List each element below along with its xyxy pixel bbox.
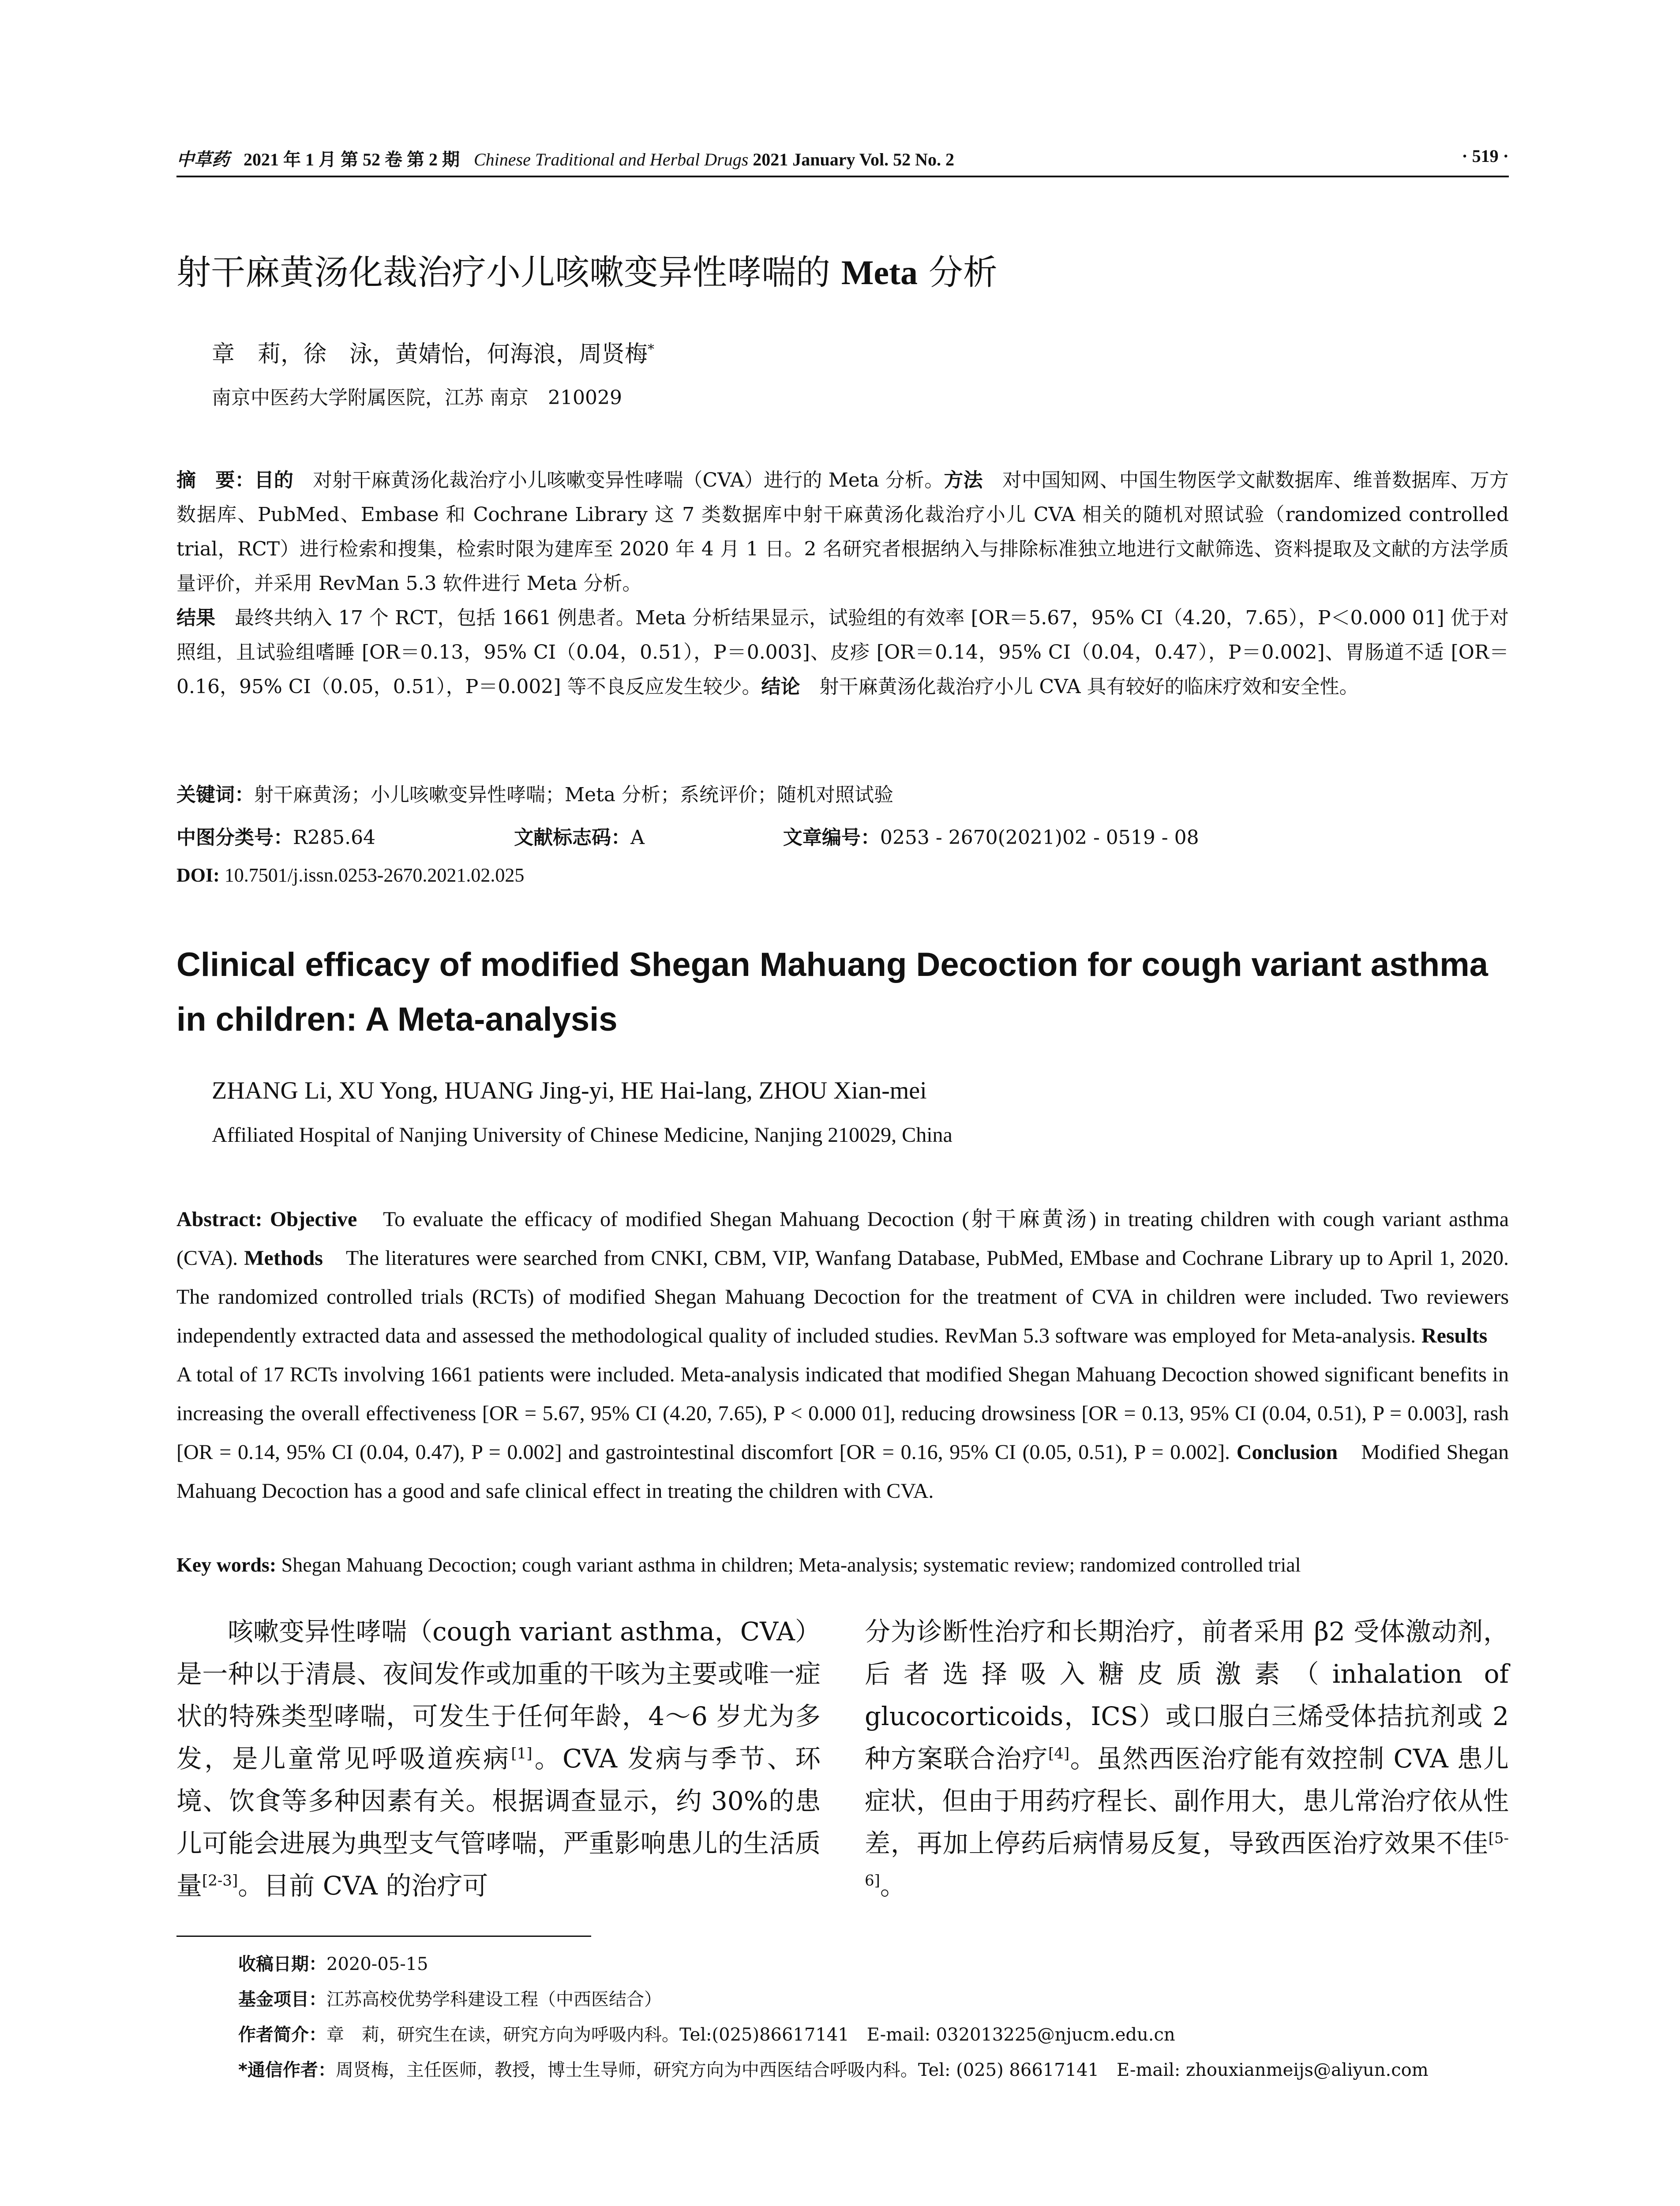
journal-name-en: Chinese Traditional and Herbal Drugs: [474, 150, 749, 169]
title-cn-meta: Meta: [841, 253, 918, 292]
fund-label: 基金项目：: [238, 1989, 326, 2010]
abstract-cn-objective: 对射干麻黄汤化裁治疗小儿咳嗽变异性哮喘（CVA）进行的 Meta 分析。: [293, 469, 944, 491]
abstract-cn-conclusion-label: 结论: [761, 675, 800, 698]
footnote-author: [238, 2021, 1175, 2046]
authors-en: ZHANG Li, XU Yong, HUANG Jing-yi, HE Hai-lang, ZHOU Xian-mei: [212, 1077, 927, 1104]
fund-value: 江苏高校优势学科建设工程（中西医结合）: [326, 1989, 662, 2010]
citation-ref-2-3[interactable]: [2-3]: [202, 1872, 238, 1890]
issue-date-en: 2021 January Vol. 52 No. 2: [753, 150, 955, 169]
keywords-cn-label: 关键词：: [176, 784, 254, 806]
affiliation-cn: 南京中医药大学附属医院，江苏 南京 210029: [212, 386, 622, 409]
article-no-value: 0253 - 2670(2021)02 - 0519 - 08: [880, 826, 1199, 849]
abstract-en-methods-label: Methods: [244, 1246, 323, 1270]
abstract-en-conclusion: Modified Shegan Mahuang Decoction has a good and safe clinical effect in treating the children with CVA.: [176, 1441, 1509, 1503]
header-rule: [176, 176, 1509, 177]
abstract-cn-methods: 对中国知网、中国生物医学文献数据库、维普数据库、万方数据库、PubMed、Embase 和 Cochrane Library 这 7 类数据库中射干麻黄汤化裁治疗小儿 CVA 相关的随机对照试验（randomized controlled trial，RCT）进行检索和搜集，检索时限为建库至 2020 年 4 月 1 日。2 名研究者根据纳入与排除标准独立地进行文献筛选、资料提取及文献的方法学质量评价，并采用 RevMan 5.3 软件进行 Meta 分析。: [176, 469, 1509, 595]
title-cn-tail: 分析: [928, 253, 998, 293]
doi-label: DOI:: [176, 864, 220, 886]
clc-label: 中图分类号：: [176, 826, 293, 849]
abstract-en-methods: The literatures were searched from CNKI, CBM, VIP, Wanfang Database, PubMed, EMbase and Cochrane Library up to April 1, 2020. The randomized controlled trials (RCTs) of modified Shegan Mahuang Decoction for the treatment of CVA in children were included. Two reviewers independently extracted data and assessed the methodological quality of included studies. RevMan 5.3 software was employed for Meta-analysis.: [176, 1246, 1509, 1347]
running-header: [176, 146, 1509, 173]
doc-code-value: A: [630, 826, 645, 849]
keywords-en-label: Key words:: [176, 1553, 277, 1576]
keywords-en: [176, 1553, 1509, 1576]
issue-date-cn: 2021 年 1 月 第 52 卷 第 2 期: [244, 150, 460, 169]
abstract-en-label: Abstract: Objective: [176, 1208, 357, 1231]
footnote-rule: [176, 1936, 591, 1937]
corresponding-label: *通信作者：: [238, 2060, 336, 2080]
keywords-cn: [176, 779, 893, 807]
affiliation-en: Affiliated Hospital of Nanjing University of Chinese Medicine, Nanjing 210029, China: [212, 1123, 952, 1147]
citation-ref-1[interactable]: [1]: [511, 1745, 532, 1763]
abstract-cn-conclusion: 射干麻黄汤化裁治疗小儿 CVA 具有较好的临床疗效和安全性。: [800, 675, 1359, 698]
keywords-en-text: Shegan Mahuang Decoction; cough variant asthma in children; Meta-analysis; systematic review; randomized controlled trial: [276, 1553, 1301, 1576]
abstract-en-results-label: Results: [1421, 1324, 1488, 1347]
abstract-cn-methods-label: 方法: [944, 469, 983, 491]
abstract-en-conclusion-label: Conclusion: [1236, 1441, 1338, 1464]
body-column-left: [176, 1610, 821, 1907]
citation-ref-5-6[interactable]: [5-6]: [865, 1829, 1509, 1890]
title-en: Clinical efficacy of modified Shegan Mahuang Decoction for cough variant asthma in children: A Meta-analysis: [176, 946, 1488, 1038]
body-column-right: [865, 1610, 1509, 1907]
classification-line: [176, 822, 1331, 850]
journal-name-cn: 中草药: [176, 150, 229, 169]
abstract-en-objective: To evaluate the efficacy of modified Shegan Mahuang Decoction (射干麻黄汤) in treating children with cough variant asthma (CVA).: [176, 1208, 1509, 1270]
footnote-received: [238, 1950, 428, 1975]
footnote-corresponding: [238, 2056, 1429, 2081]
body-right-text-3: 。: [880, 1871, 906, 1901]
author-label: 作者简介：: [238, 2025, 326, 2045]
abstract-en: [176, 1200, 1509, 1511]
body-left-text-1: 咳嗽变异性哮喘（cough variant asthma，CVA）是一种以于清晨、夜间发作或加重的干咳为主要或唯一症状的特殊类型哮喘，可发生于任何年龄，4～6 岁尤为多发，是儿童常见呼吸道疾病: [176, 1617, 821, 1774]
body-right-text-1: 分为诊断性治疗和长期治疗，前者采用 β2 受体激动剂，后者选择吸入糖皮质激素（inhalation of glucocorticoids，ICS）或口服白三烯受体拮抗剂或 2 种方案联合治疗: [865, 1617, 1509, 1774]
abstract-en-results: A total of 17 RCTs involving 1661 patients were included. Meta-analysis indicated that modified Shegan Mahuang Decoction showed significant benefits in increasing the overall effectiveness [OR = 5.67, 95% CI (4.20, 7.65), P < 0.000 01], reducing drowsiness [OR = 0.13, 95% CI (0.04, 0.51), P = 0.003], rash [OR = 0.14, 95% CI (0.04, 0.47), P = 0.002] and gastrointestinal discomfort [OR = 0.16, 95% CI (0.05, 0.51), P = 0.002].: [176, 1324, 1509, 1464]
body-left-text-2: 。CVA 发病与季节、环境、饮食等多种因素有关。根据调查显示，约 30%的患儿可能会进展为典型支气管哮喘，严重影响患儿的生活质量: [176, 1744, 821, 1901]
abstract-cn-label: 摘 要：: [176, 469, 255, 491]
page-number: · 519 ·: [1462, 146, 1509, 166]
title-cn-main: 射干麻黄汤化裁治疗小儿咳嗽变异性哮喘的: [176, 253, 831, 293]
doi-line: [176, 864, 524, 886]
abstract-cn-results: 最终共纳入 17 个 RCT，包括 1661 例患者。Meta 分析结果显示，试验组的有效率 [OR＝5.67，95% CI（4.20，7.65），P＜0.000 01] 优于对照组，且试验组嗜睡 [OR＝0.13，95% CI（0.04，0.51），P＝0.003]、皮疹 [OR＝0.14，95% CI（0.04，0.47），P＝0.002]、胃肠道不适 [OR＝0.16，95% CI（0.05，0.51），P＝0.002] 等不良反应发生较少。: [176, 607, 1509, 698]
article-no-label: 文章编号：: [783, 826, 880, 849]
corresponding-mark: *: [648, 341, 655, 357]
corresponding-value: 周贤梅，主任医师，教授，博士生导师，研究方向为中西医结合呼吸内科。Tel: (025) 86617141 E-mail: zhouxianmeijs@aliyun.com: [335, 2060, 1429, 2080]
authors-cn: [212, 335, 654, 368]
citation-ref-4[interactable]: [4]: [1048, 1745, 1070, 1763]
abstract-cn-objective-label: 目的: [254, 469, 294, 491]
received-label: 收稿日期：: [238, 1954, 326, 1974]
doi-value[interactable]: 10.7501/j.issn.0253-2670.2021.02.025: [224, 864, 525, 886]
abstract-cn-results-label: 结果: [176, 607, 216, 629]
received-value: 2020-05-15: [326, 1954, 428, 1974]
abstract-cn: [176, 463, 1509, 704]
doc-code-label: 文献标志码：: [514, 826, 631, 849]
body-left-text-3: 。目前 CVA 的治疗可: [238, 1871, 488, 1901]
footnote-fund: [238, 1985, 662, 2011]
keywords-cn-text: 射干麻黄汤；小儿咳嗽变异性哮喘；Meta 分析；系统评价；随机对照试验: [254, 784, 893, 806]
clc-value: R285.64: [293, 826, 376, 849]
authors-cn-names: 章 莉，徐 泳，黄婧怡，何海浪，周贤梅: [212, 341, 648, 368]
body-right-text-2: 。虽然西医治疗能有效控制 CVA 患儿症状，但由于用药疗程长、副作用大，患儿常治疗依从性差，再加上停药后病情易反复，导致西医治疗效果不佳: [865, 1744, 1509, 1858]
author-value: 章 莉，研究生在读，研究方向为呼吸内科。Tel:(025)86617141 E-mail: 032013225@njucm.edu.cn: [326, 2025, 1175, 2045]
title-cn: [176, 245, 998, 294]
